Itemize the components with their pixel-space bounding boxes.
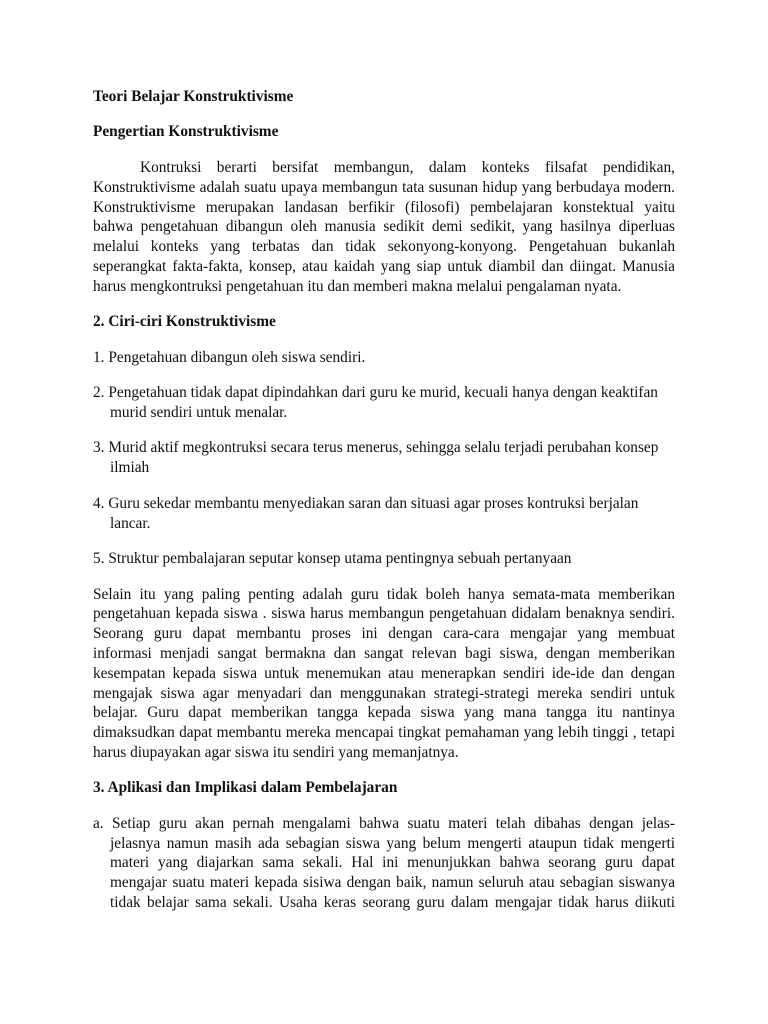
paragraph-line: pengetahuan kepada siswa . siswa harus membangun pengetahuan didalam benaknya sendiri. [93,605,675,623]
list-item-line: jelasnya namun masih ada sebagian siswa yang belum mengerti ataupun tidak mengerti [110,834,675,852]
paragraph-line: harus diupayakan agar siswa itu sendiri yang memanjatnya. [93,743,459,761]
definition-paragraph [93,158,675,297]
document-title: Teori Belajar Konstruktivisme [93,88,294,105]
list-item-line: a. Setiap guru akan pernah mengalami bahwa suatu materi telah dibahas dengan jelas- [93,814,675,832]
list-item [93,438,675,478]
paragraph-line: belajar. Guru dapat memberikan tangga kepada siswa yang mana tangga itu nantinya [93,704,675,722]
list-item-line: 1. Pengetahuan dibangun oleh siswa sendiri. [93,348,366,366]
list-item [93,348,675,368]
list-item [93,383,675,423]
section-heading-characteristics: 2. Ciri-ciri Konstruktivisme [93,313,276,331]
list-item [93,814,675,913]
paragraph-line: Kontruksi berarti bersifat membangun, dalam konteks filsafat pendidikan, [140,158,675,176]
section-heading-definition: Pengertian Konstruktivisme [93,123,279,141]
paragraph-line: informasi menjadi sangat bermakna dan sangat relevan bagi siswa, dengan memberikan [93,644,675,662]
paragraph-line: Selain itu yang paling penting adalah guru tidak boleh hanya semata-mata memberikan [93,585,675,603]
list-item-line: 3. Murid aktif megkontruksi secara terus menerus, sehingga selalu terjadi perubahan konsep [93,439,659,457]
list-item-line: 4. Guru sekedar membantu menyediakan saran dan situasi agar proses kontruksi berjalan [93,494,639,512]
characteristics-paragraph [93,585,675,763]
list-item [93,494,675,534]
paragraph-line: Konstruktivisme adalah suatu upaya membangun tata susunan hidup yang berbudaya modern. [93,178,675,196]
section-heading-application: 3. Aplikasi dan Implikasi dalam Pembelajaran [93,779,398,797]
paragraph-line: Seorang guru dapat membantu proses ini dengan cara-cara mengajar yang membuat [93,625,675,643]
list-item-line: 2. Pengetahuan tidak dapat dipindahkan dari guru ke murid, kecuali hanya dengan keaktifan [93,384,658,402]
list-item [93,549,675,569]
paragraph-line: seperangkat fakta-fakta, konsep, atau kaidah yang siap untuk diambil dan diingat. Manusia [93,257,675,275]
paragraph-line: Konstruktivisme merupakan landasan berfikir (filosofi) pembelajaran konstektual yaitu [93,198,675,216]
paragraph-line: melalui konteks yang terbatas dan tidak sekonyong-konyong. Pengetahuan bukanlah [93,238,675,256]
list-item-line: materi yang diajarkan sama sekali. Hal ini menunjukkan bahwa seorang guru dapat [110,854,675,872]
characteristics-list [93,348,675,569]
paragraph-line: bahwa pengetahuan dibangun oleh manusia sedikit demi sedikit, yang hasilnya diperluas [93,218,675,236]
paragraph-line: harus mengkontruksi pengetahuan itu dan memberi makna melalui pengalaman nyata. [93,277,622,295]
list-item-line: ilmiah [110,459,150,477]
list-item-line: lancar. [110,514,151,532]
list-item-line: tidak belajar sama sekali. Usaha keras seorang guru dalam mengajar tidak harus diikuti [110,894,675,912]
list-item-line: 5. Struktur pembalajaran seputar konsep utama pentingnya sebuah pertanyaan [93,550,572,568]
list-item-line: murid sendiri untuk menalar. [110,404,288,421]
paragraph-line: dimaksudkan dapat membantu mereka mencapai tingkat pemahaman yang lebih tinggi , tetapi [93,724,675,742]
application-list [93,814,675,913]
paragraph-line: mengajak siswa agar menyadari dan menggunakan strategi-strategi mereka sendiri untuk [93,684,675,702]
list-item-line: mengajar suatu materi kepada sisiwa dengan baik, namun seluruh atau sebagian siswanya [110,874,675,892]
paragraph-line: kesempatan kepada siswa untuk menemukan atau menerapkan sendiri ide-ide dan dengan [93,664,675,682]
